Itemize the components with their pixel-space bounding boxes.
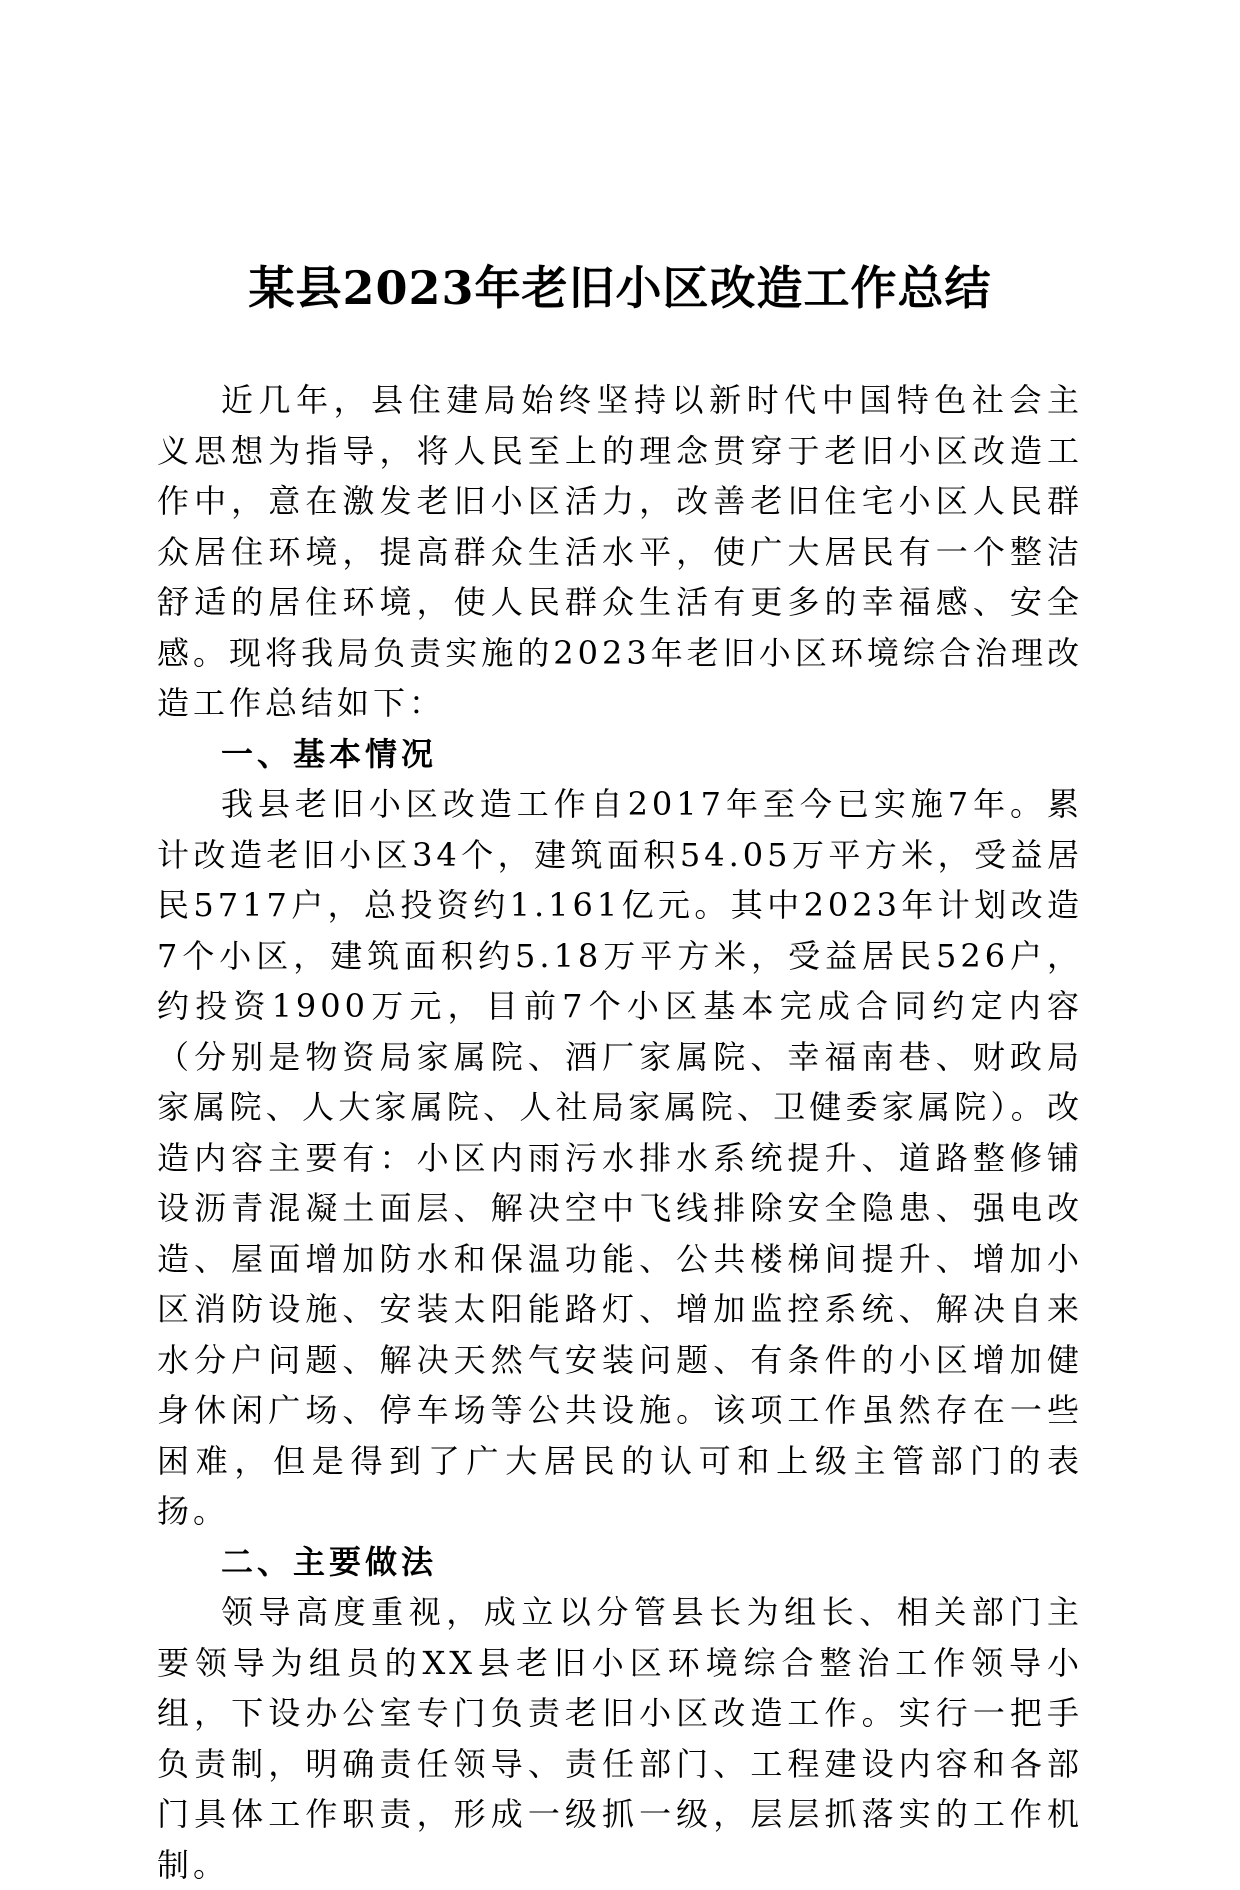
- intro-paragraph: 近几年，县住建局始终坚持以新时代中国特色社会主义思想为指导，将人民至上的理念贯穿于老旧小区改造工作中，意在激发老旧小区活力，改善老旧住宅小区人民群众居住环境，提高群众生活水平，使广大居民有一个整洁舒适的居住环境，使人民群众生活有更多的幸福感、安全感。现将我局负责实施的2023年老旧小区环境综合治理改造工作总结如下：: [157, 381, 1083, 722]
- document-body: [157, 375, 1083, 1890]
- section-heading-main-practices: 二、主要做法: [221, 1542, 438, 1581]
- section-paragraph-basic-situation: 我县老旧小区改造工作自2017年至今已实施7年。累计改造老旧小区34个，建筑面积54.05万平方米，受益居民5717户，总投资约1.161亿元。其中2023年计划改造7个小区，建筑面积约5.18万平方米，受益居民526户，约投资1900万元，目前7个小区基本完成合同约定内容（分别是物资局家属院、酒厂家属院、幸福南巷、财政局家属院、人大家属院、人社局家属院、卫健委家属院）。改造内容主要有：小区内雨污水排水系统提升、道路整修铺设沥青混凝土面层、解决空中飞线排除安全隐患、强电改造、屋面增加防水和保温功能、公共楼梯间提升、增加小区消防设施、安装太阳能路灯、增加监控系统、解决自来水分户问题、解决天然气安装问题、有条件的小区增加健身休闲广场、停车场等公共设施。该项工作虽然存在一些困难，但是得到了广大居民的认可和上级主管部门的表扬。: [157, 785, 1083, 1530]
- document-title: 某县2023年老旧小区改造工作总结: [248, 261, 992, 315]
- section-heading-basic-situation: 一、基本情况: [221, 734, 438, 773]
- section-paragraph-main-practices: 领导高度重视，成立以分管县长为组长、相关部门主要领导为组员的XX县老旧小区环境综合整治工作领导小组，下设办公室专门负责老旧小区改造工作。实行一把手负责制，明确责任领导、责任部门、工程建设内容和各部门具体工作职责，形成一级抓一级，层层抓落实的工作机制。: [157, 1593, 1083, 1884]
